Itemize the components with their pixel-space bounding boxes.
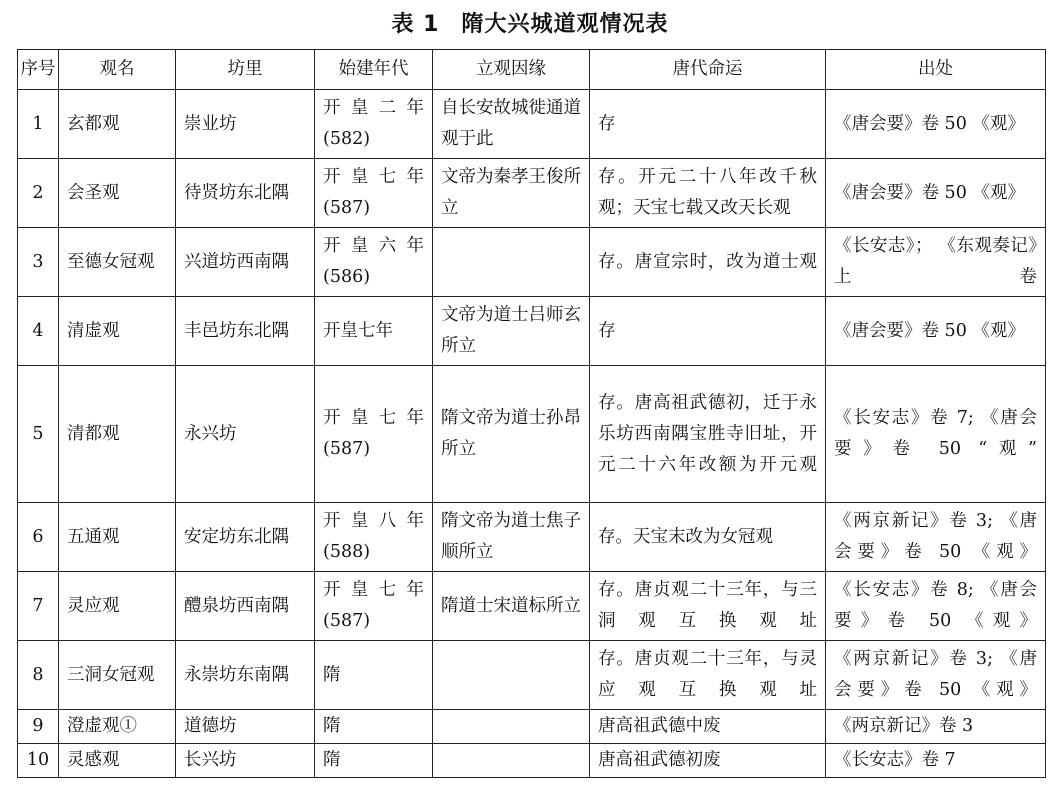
source-reference: 《唐会要》卷 50 《观》 <box>826 159 1046 228</box>
table-row <box>18 366 1046 503</box>
founding-origin: 文帝为秦孝王俊所立 <box>433 159 590 228</box>
founding-origin <box>433 641 590 710</box>
row-number: 10 <box>18 744 59 778</box>
founding-origin <box>433 744 590 778</box>
source-reference: 《长安志》卷 8; 《唐会要》卷 50 《观》 <box>826 572 1046 641</box>
row-number: 7 <box>18 572 59 641</box>
source-reference: 《两京新记》卷 3; 《唐会要》卷 50 《观》 <box>826 503 1046 572</box>
table-row <box>18 710 1046 744</box>
table-row <box>18 90 1046 159</box>
row-number: 2 <box>18 159 59 228</box>
source-reference: 《长安志》卷 7; 《唐会要》卷 50 “观” <box>826 366 1046 503</box>
table-row <box>18 641 1046 710</box>
table-caption <box>0 8 1060 42</box>
founded-year: 开 皇 八 年 (588) <box>315 503 433 572</box>
source-reference: 《唐会要》卷 50 《观》 <box>826 90 1046 159</box>
founded-year: 隋 <box>315 744 433 778</box>
header-row <box>18 50 1046 90</box>
founded-year: 开皇七年 <box>315 297 433 366</box>
header-cell: 立观因缘 <box>433 50 590 90</box>
tang-fate: 存。唐宣宗时，改为道士观 <box>590 228 826 297</box>
ward-location: 安定坊东北隅 <box>176 503 315 572</box>
table-row <box>18 572 1046 641</box>
source-reference: 《两京新记》卷 3; 《唐会要》卷 50 《观》 <box>826 641 1046 710</box>
row-number: 3 <box>18 228 59 297</box>
temple-name: 灵应观 <box>59 572 176 641</box>
ward-location: 长兴坊 <box>176 744 315 778</box>
table-row <box>18 228 1046 297</box>
founded-year: 开 皇 七 年 (587) <box>315 366 433 503</box>
header-cell: 序号 <box>18 50 59 90</box>
tang-fate: 存。唐高祖武德初，迁于永乐坊西南隅宝胜寺旧址，开元二十六年改额为开元观 <box>590 366 826 503</box>
temple-name: 澄虚观① <box>59 710 176 744</box>
tang-fate: 唐高祖武德中废 <box>590 710 826 744</box>
row-number: 6 <box>18 503 59 572</box>
temple-name: 至德女冠观 <box>59 228 176 297</box>
founding-origin <box>433 228 590 297</box>
ward-location: 兴道坊西南隅 <box>176 228 315 297</box>
tang-fate: 存。唐贞观二十三年，与灵应观互换观址 <box>590 641 826 710</box>
header-cell: 坊里 <box>176 50 315 90</box>
source-reference: 《长安志》； 《东观奏记》上卷 <box>826 228 1046 297</box>
row-number: 4 <box>18 297 59 366</box>
founded-year: 隋 <box>315 710 433 744</box>
temple-name: 五通观 <box>59 503 176 572</box>
founding-origin: 隋文帝为道士焦子顺所立 <box>433 503 590 572</box>
table-title: 隋大兴城道观情况表 <box>461 12 669 37</box>
founded-year: 开 皇 二 年 (582) <box>315 90 433 159</box>
tang-fate: 存。天宝末改为女冠观 <box>590 503 826 572</box>
source-reference: 《长安志》卷 7 <box>826 744 1046 778</box>
ward-location: 道德坊 <box>176 710 315 744</box>
row-number: 1 <box>18 90 59 159</box>
founding-origin <box>433 710 590 744</box>
source-reference: 《两京新记》卷 3 <box>826 710 1046 744</box>
ward-location: 永崇坊东南隅 <box>176 641 315 710</box>
founding-origin: 自长安故城徙通道观于此 <box>433 90 590 159</box>
tang-fate: 存。唐贞观二十三年，与三洞观互换观址 <box>590 572 826 641</box>
ward-location: 待贤坊东北隅 <box>176 159 315 228</box>
table-row <box>18 744 1046 778</box>
temple-name: 玄都观 <box>59 90 176 159</box>
ward-location: 丰邑坊东北隅 <box>176 297 315 366</box>
table-row <box>18 503 1046 572</box>
source-reference: 《唐会要》卷 50 《观》 <box>826 297 1046 366</box>
table-row <box>18 297 1046 366</box>
header-cell: 观名 <box>59 50 176 90</box>
header-cell: 唐代命运 <box>590 50 826 90</box>
founded-year: 开 皇 七 年 (587) <box>315 159 433 228</box>
daoist-temples-table <box>17 49 1046 778</box>
founding-origin: 文帝为道士吕师玄所立 <box>433 297 590 366</box>
row-number: 9 <box>18 710 59 744</box>
founding-origin: 隋道士宋道标所立 <box>433 572 590 641</box>
row-number: 8 <box>18 641 59 710</box>
tang-fate: 唐高祖武德初废 <box>590 744 826 778</box>
founded-year: 开 皇 六 年 (586) <box>315 228 433 297</box>
header-cell: 出处 <box>826 50 1046 90</box>
temple-name: 清都观 <box>59 366 176 503</box>
temple-name: 清虚观 <box>59 297 176 366</box>
row-number: 5 <box>18 366 59 503</box>
founded-year: 开 皇 七 年 (587) <box>315 572 433 641</box>
tang-fate: 存。开元二十八年改千秋观；天宝七载又改天长观 <box>590 159 826 228</box>
temple-name: 灵感观 <box>59 744 176 778</box>
ward-location: 永兴坊 <box>176 366 315 503</box>
temple-name: 会圣观 <box>59 159 176 228</box>
tang-fate: 存 <box>590 90 826 159</box>
table-row <box>18 159 1046 228</box>
ward-location: 崇业坊 <box>176 90 315 159</box>
table-number: 表 1 <box>391 12 440 37</box>
founded-year: 隋 <box>315 641 433 710</box>
founding-origin: 隋文帝为道士孙昂所立 <box>433 366 590 503</box>
tang-fate: 存 <box>590 297 826 366</box>
header-cell: 始建年代 <box>315 50 433 90</box>
temple-name: 三洞女冠观 <box>59 641 176 710</box>
ward-location: 醴泉坊西南隅 <box>176 572 315 641</box>
